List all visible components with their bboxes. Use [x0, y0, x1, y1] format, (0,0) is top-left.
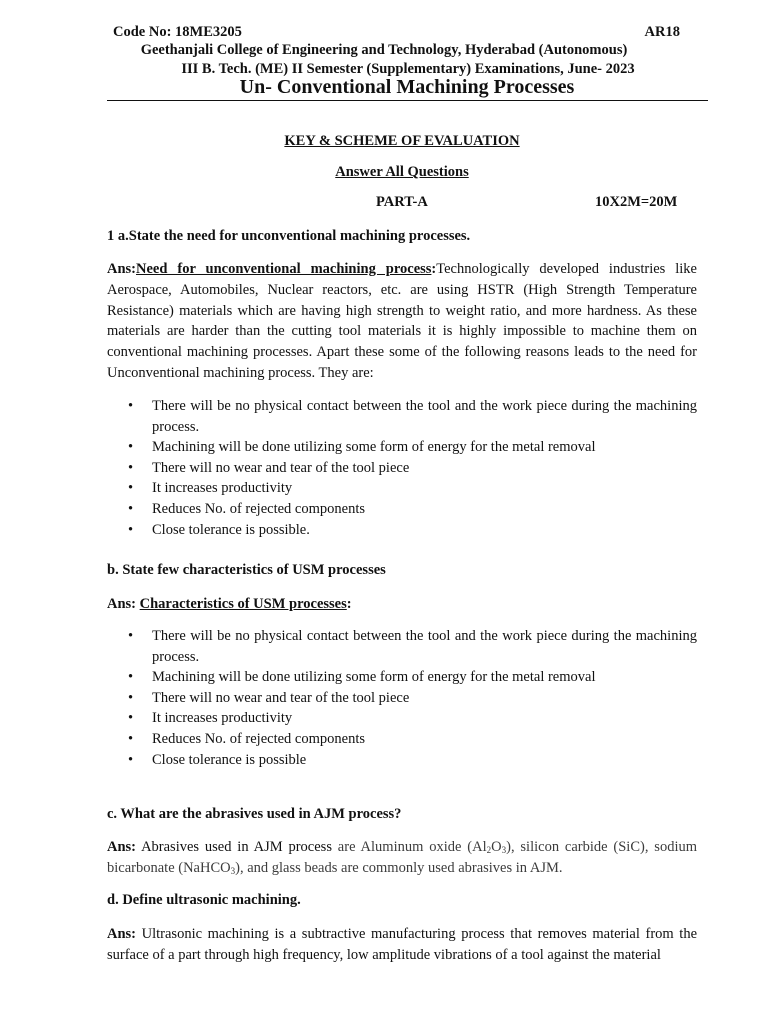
- answer-title-colon: :: [431, 261, 437, 277]
- list-item: • There will be no physical contact between the tool and the work piece during the machining process.: [128, 398, 697, 435]
- college-name: Geethanjali College of Engineering and Technology, Hyderabad (Autonomous): [140, 42, 628, 58]
- answer-1a-bullets: [107, 396, 697, 540]
- bullet-icon: •: [128, 628, 134, 644]
- bullet-icon: •: [128, 500, 134, 517]
- answer-text: Abrasives used in AJM process: [141, 839, 332, 855]
- list-item: • There will no wear and tear of the tool piece: [107, 458, 697, 479]
- bullet-icon: •: [128, 689, 134, 706]
- answer-1d: [107, 924, 697, 966]
- bullet-icon: •: [128, 459, 134, 476]
- part-marks: 10X2M=20M: [595, 194, 678, 210]
- code-number: Code No: 18ME3205: [113, 24, 242, 40]
- header-divider: [107, 100, 708, 101]
- answer-title: Characteristics of USM processes: [139, 596, 347, 612]
- answer-label: Ans:: [107, 926, 137, 942]
- answer-1b-bullets: [107, 626, 697, 770]
- answer-1a: [107, 259, 697, 384]
- bullet-icon: •: [128, 521, 134, 538]
- answer-text: Ultrasonic machining is a subtractive manufacturing process that removes material from the surface of a part through high frequency, low amplitude vibrations of a tool against the material: [107, 926, 698, 963]
- answer-title-colon: :: [346, 596, 352, 612]
- header-codes-row: [113, 24, 680, 41]
- question-1b: b. State few characteristics of USM processes: [107, 562, 386, 578]
- key-heading: KEY & SCHEME OF EVALUATION: [284, 133, 520, 149]
- list-item: • Machining will be done utilizing some form of energy for the metal removal: [107, 437, 697, 458]
- bullet-icon: •: [128, 710, 134, 727]
- list-item: • Close tolerance is possible: [107, 750, 697, 771]
- instruction-heading: Answer All Questions: [335, 164, 469, 180]
- list-item: • There will be no physical contact between the tool and the work piece during the machining process.: [128, 628, 697, 665]
- answer-title: Need for unconventional machining process: [136, 261, 432, 277]
- list-item: • It increases productivity: [107, 478, 697, 499]
- regulation-code: AR18: [644, 24, 680, 40]
- answer-label: Ans:: [107, 596, 137, 612]
- part-label: PART-A: [376, 194, 428, 210]
- list-item: • Reduces No. of rejected components: [107, 499, 697, 520]
- list-item: • Close tolerance is possible.: [107, 520, 697, 541]
- question-1d: d. Define ultrasonic machining.: [107, 892, 301, 908]
- answer-label: Ans:: [107, 261, 137, 277]
- subject-title: Un- Conventional Machining Processes: [239, 76, 575, 98]
- answer-1b: [107, 594, 697, 615]
- exam-name: III B. Tech. (ME) II Semester (Supplementary) Examinations, June- 2023: [181, 61, 635, 77]
- bullet-icon: •: [128, 751, 134, 768]
- question-1a: 1 a.State the need for unconventional machining processes.: [107, 228, 471, 244]
- answer-1c: Ans: Abrasives used in AJM process are Aluminum oxide $(Al_2O_3)$, silicon carbide (SiC), sodium bicarbonate (NaHCO$_3$), and glass beads are commonly used abrasives in AJM.: [107, 839, 698, 876]
- list-item: • Reduces No. of rejected components: [107, 729, 697, 750]
- bullet-icon: •: [128, 730, 134, 747]
- list-item: • It increases productivity: [107, 708, 697, 729]
- list-item: • Machining will be done utilizing some form of energy for the metal removal: [107, 667, 697, 688]
- answer-label: Ans:: [107, 839, 137, 855]
- question-1c: c. What are the abrasives used in AJM process?: [107, 806, 402, 822]
- bullet-icon: •: [128, 480, 134, 497]
- bullet-icon: •: [128, 398, 134, 414]
- list-item: • There will no wear and tear of the tool piece: [107, 688, 697, 709]
- bullet-icon: •: [128, 439, 134, 456]
- bullet-icon: •: [128, 669, 134, 686]
- answer-text: Technologically developed industries like Aerospace, Automobiles, Nuclear reactors, etc. are using HSTR (High Strength Temperature Resistance) materials which are having high strength to weight ratio, and more hardness. As these materials are harder than the cutting tool materials it is highly impossible to machine them on conventional machining processes. Apart these some of the following reasons leads to the need for Unconventional machining process. They are:: [107, 261, 697, 381]
